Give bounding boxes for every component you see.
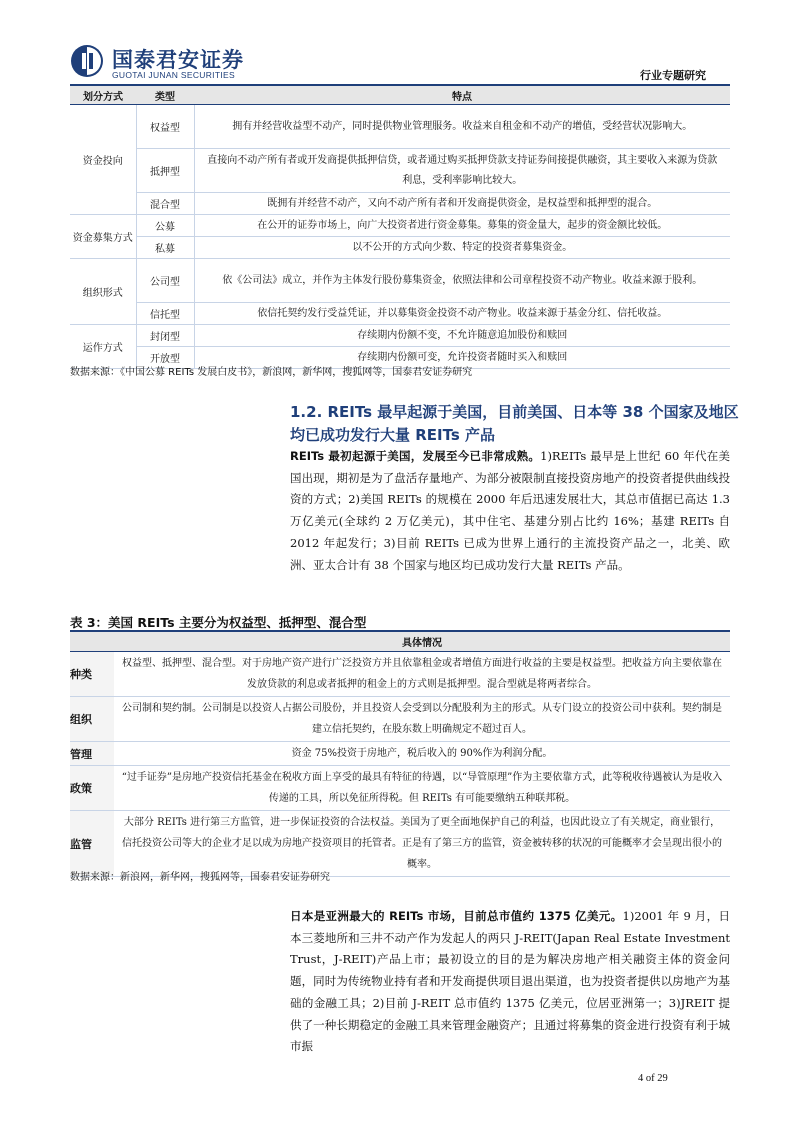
table-cell: 既拥有并经营不动产，又向不动产所有者和开发商提供资金，是权益型和抵押型的混合。 (194, 193, 730, 215)
table-cell: 大部分 REITs 进行第三方监管，进一步保证投资的合法权益。美国为了更全面地保护自己的利益，也因此设立了有关规定，商业银行，信托投资公司等大的企业才足以成为房地产投资项目的托管者。正是有了第三方的监管，资金被转移的状况的可能概率才会呈现出很小的概率。 (114, 811, 730, 877)
page-number: 4 of 29 (638, 1073, 668, 1084)
table-row-key: 组织 (70, 697, 114, 742)
table-header: 划分方式 (70, 86, 136, 105)
paragraph-body: 1)REITs 最早是上世纪 60 年代在美国出现，期初是为了盘活存量地产、为部分被限制直接投资房地产的投资者提供曲线投资的方式；2)美国 REITs 的规模在 2000 年后迅速发展壮大，其总市值据已高达 1.3 万亿美元(全球约 2 万亿美元)，其中住宅、基建分别占比约 16%；基建 REITs 自 2012 年起发行；3)目前 REITs 已成为世界上通行的主流投资产品之一，北美、欧洲、亚太合计有 38 个国家与地区均已成功发行大量 REITs 产品。 (290, 449, 730, 572)
table-type: 封闭型 (136, 325, 194, 347)
paragraph-lead: 日本是亚洲最大的 REITs 市场，目前总市值约 1375 亿美元。 (290, 909, 623, 923)
table-type: 抵押型 (136, 149, 194, 193)
table-category: 组织形式 (70, 259, 136, 325)
brand-name: 国泰君安证券 (112, 48, 244, 72)
reit-classification-table (70, 86, 730, 369)
table-row-key: 管理 (70, 742, 114, 766)
brand-name-en: GUOTAI JUNAN SECURITIES (112, 70, 235, 80)
table-header-blank (70, 631, 114, 652)
table-cell: 直接向不动产所有者或开发商提供抵押信贷，或者通过购买抵押贷款支持证券间接提供融资，其主要收入来源为贷款利息，受利率影响比较大。 (194, 149, 730, 193)
table-cell: 公司制和契约制。公司制是以投资人占据公司股份，并且投资人会受到以分配股利为主的形式。从专门设立的投资公司中获利。契约制是建立信托契约，在股东数上明确规定不超过百人。 (114, 697, 730, 742)
table-cell: 拥有并经营收益型不动产，同时提供物业管理服务。收益来自租金和不动产的增值，受经营状况影响大。 (194, 105, 730, 149)
company-logo (70, 44, 106, 78)
table-cell: 在公开的证券市场上，向广大投资者进行资金募集。募集的资金量大，起步的资金额比较低。 (194, 215, 730, 237)
table-category: 资金募集方式 (70, 215, 136, 259)
table-cell: “过手证券”是房地产投资信托基金在税收方面上享受的最具有特征的待遇，以“导管原理”作为主要依靠方式，此等税收待遇被认为是收入传递的工具，所以免征所得税。但 REITs 有可能要缴纳五种联邦税。 (114, 766, 730, 811)
table-type: 公募 (136, 215, 194, 237)
table-header: 具体情况 (114, 631, 730, 652)
table-source: 数据来源：新浪网，新华网，搜狐网等，国泰君安证券研究 (70, 872, 330, 883)
table-cell: 资金 75%投资于房地产，税后收入的 90%作为利润分配。 (114, 742, 730, 766)
paragraph-body: 1)2001 年 9 月，日本三菱地所和三井不动产作为发起人的两只 J-REIT(Japan Real Estate Investment Trust，J-REIT)产品上市；最初设立的目的是为解决房地产相关融资主体的资金问题，同时为传统物业持有者和开发商提供项目退出渠道，也为投资者提供以房地产为基础的金融工具；2)目前 J-REIT 总市值约 1375 亿美元，位居亚洲第一；3)JREIT 提供了一种长期稳定的金融工具来管理金融资产；且通过将募集的资金进行投资有利于城市振 (290, 909, 731, 1054)
table-row-key: 政策 (70, 766, 114, 811)
table-type: 开放型 (136, 347, 194, 369)
table-source: 数据来源：《中国公募 REITs 发展白皮书》，新浪网，新华网，搜狐网等，国泰君安证券研究 (70, 367, 473, 378)
section-heading: 1.2. REITs 最早起源于美国，目前美国、日本等 38 个国家及地区均已成功发行大量 REITs 产品 (290, 403, 739, 444)
table-category: 运作方式 (70, 325, 136, 369)
table-cell: 依信托契约发行受益凭证，并以募集资金投资不动产物业。收益来源于基金分红、信托收益。 (194, 303, 730, 325)
table-cell: 依《公司法》成立，并作为主体发行股份募集资金，依照法律和公司章程投资不动产物业。收益来源于股利。 (194, 259, 730, 303)
us-reit-table (70, 630, 730, 877)
table-row-key: 种类 (70, 652, 114, 697)
paragraph-lead: REITs 最初起源于美国，发展至今已非常成熟。 (290, 449, 541, 463)
table-cell: 存续期内份额不变，不允许随意追加股份和赎回 (194, 325, 730, 347)
table-category: 资金投向 (70, 105, 136, 215)
section-paragraph (290, 446, 730, 576)
table-title: 表 3：美国 REITs 主要分为权益型、抵押型、混合型 (70, 615, 367, 630)
table-cell: 以不公开的方式向少数、特定的投资者募集资金。 (194, 237, 730, 259)
table-header: 特点 (194, 86, 730, 105)
table-cell: 权益型、抵押型、混合型。对于房地产资产进行广泛投资方并且依靠租金或者增值方面进行收益的主要是权益型。把收益方向主要依靠在发放贷款的利息或者抵押的租金上的方式则是抵押型。混合型就是将两者综合。 (114, 652, 730, 697)
table-header: 类型 (136, 86, 194, 105)
table-type: 混合型 (136, 193, 194, 215)
table-type: 信托型 (136, 303, 194, 325)
table-row-key: 监管 (70, 811, 114, 877)
table-type: 私募 (136, 237, 194, 259)
table-type: 权益型 (136, 105, 194, 149)
table-type: 公司型 (136, 259, 194, 303)
report-type: 行业专题研究 (640, 69, 706, 82)
table-cell: 存续期内份额可变，允许投资者随时买入和赎回 (194, 347, 730, 369)
japan-paragraph (290, 906, 730, 1058)
